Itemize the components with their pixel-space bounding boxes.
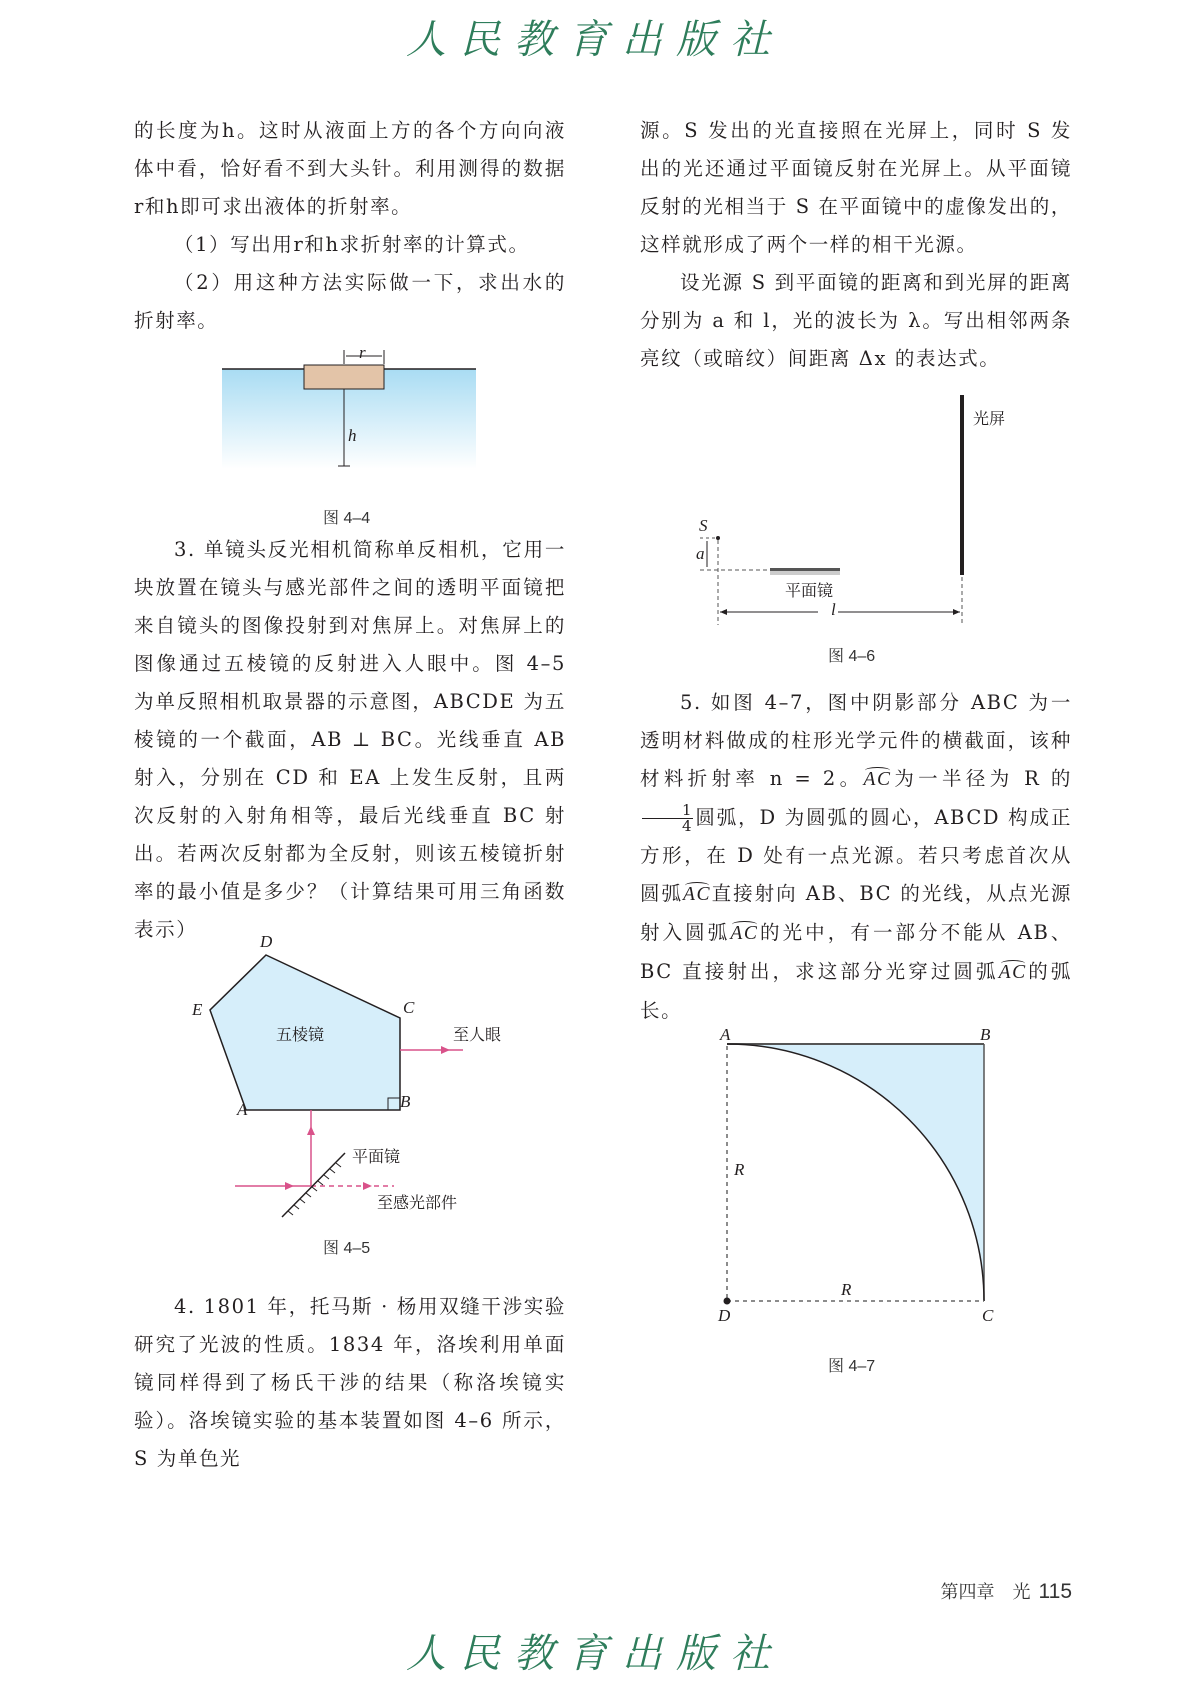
mirror-label-4-6: 平面镜	[785, 583, 834, 600]
problem-4: 4. 1801 年，托马斯 · 杨用双缝干涉实验研究了光波的性质。1834 年，洛埃利用单面镜同样得到了杨氏干涉的结果（称洛埃镜实验）。洛埃镜实验的基本装置如图 4–6 所示，S 为单色光	[134, 1295, 566, 1470]
publisher-logo-bottom: 人民教育出版社	[406, 1631, 784, 1677]
vertex-b-4-7: B	[980, 1025, 991, 1044]
vertex-c: C	[403, 998, 415, 1017]
to-sensor-label: 至感光部件	[377, 1195, 458, 1212]
problem-5-line1: 5. 如图 4–7，图中阴影部分 ABC 为一透明材料做成的柱形光学元件的横截面，该种材料折射率 n = 2。	[640, 691, 1072, 790]
page-footer	[941, 1578, 1072, 1604]
paragraph-intro: 的长度为h。这时从液面上方的各个方向向液体中看，恰好看不到大头针。利用测得的数据r和h即可求出液体的折射率。	[134, 119, 566, 218]
chapter-title: 第四章 光	[940, 1582, 1031, 1602]
vertex-a-4-7: A	[720, 1025, 731, 1044]
vertex-d-4-7: D	[718, 1306, 731, 1325]
distance-l-label: l	[831, 600, 836, 619]
problem-5-block	[640, 684, 1072, 1030]
problem-5-line2b: 圆弧，D 为圆弧的圆心，ABCD 构成正方形，在 D 处有一点光源。若只考虑首次从圆弧	[640, 806, 1072, 905]
radius-label-vertical: R	[734, 1160, 745, 1179]
arc-ac: AC	[730, 923, 759, 944]
radius-label-horizontal: R	[841, 1280, 852, 1299]
problem-5-line2a: 为一半径为 R 的	[891, 767, 1072, 790]
problem-3: 3. 单镜头反光相机简称单反相机，它用一块放置在镜头与感光部件之间的透明平面镜把来自镜头的图像投射到对焦屏上。对焦屏上的图像通过五棱镜的反射进入人眼中。图 4–5 为单反照相机取景器的示意图，ABCDE 为五棱镜的一个截面，AB ⊥ BC。光线垂直 AB 射入，分别在 CD 和 EA 上发生反射，且两次反射的入射角相等，最后光线垂直 BC 射出。若两次反射都为全反射，则该五棱镜折射率的最小值是多少？（计算结果可用三角函数表示）	[134, 538, 566, 941]
question-2: （2）用这种方法实际做一下，求出水的折射率。	[134, 271, 566, 332]
question-1: （1）写出用r和h求折射率的计算式。	[174, 233, 530, 256]
prism-label: 五棱镜	[276, 1027, 325, 1044]
arc-ac: AC	[863, 769, 892, 790]
publisher-logo-top: 人民教育出版社	[406, 17, 784, 63]
fraction-quarter: $\frac{1}{4}$	[642, 803, 693, 834]
figure-4-7	[727, 1044, 989, 1306]
caption-fig-4-6: 图 4–6	[828, 648, 876, 665]
vertex-e: E	[192, 1000, 203, 1019]
vertex-d: D	[260, 932, 273, 951]
problem-5-line3: 直接射向 AB、BC 的光线，从点光源射入圆弧	[640, 882, 1073, 944]
arc-ac: AC	[683, 884, 712, 905]
right-column	[640, 112, 1072, 378]
mirror-label: 平面镜	[352, 1149, 401, 1166]
vertex-c-4-7: C	[982, 1306, 994, 1325]
caption-fig-4-5: 图 4–5	[323, 1240, 371, 1257]
figure-4-4	[222, 350, 478, 470]
caption-fig-4-4: 图 4–4	[323, 510, 371, 527]
figure-4-5	[200, 935, 480, 1225]
distance-a-label: a	[696, 544, 705, 563]
vertex-a: A	[237, 1100, 248, 1119]
to-eye-label: 至人眼	[453, 1027, 502, 1044]
problem-5	[640, 684, 1072, 1030]
vertex-b: B	[400, 1092, 411, 1111]
source-s-label: S	[699, 516, 708, 535]
screen-label: 光屏	[973, 411, 1006, 428]
label-r: r	[359, 343, 366, 362]
left-column	[134, 112, 566, 340]
problem-4-question: 设光源 S 到平面镜的距离和到光屏的距离分别为 a 和 l，光的波长为 λ。写出相邻两条亮纹（或暗纹）间距离 Δx 的表达式。	[640, 271, 1072, 370]
arc-ac: AC	[998, 962, 1027, 983]
page-number: 115	[1038, 1580, 1072, 1603]
problem-5-line5: 的弧长。	[640, 960, 1072, 1022]
problem-4-block	[134, 1288, 566, 1478]
caption-fig-4-7: 图 4–7	[828, 1358, 876, 1375]
problem-4-continued: 源。S 发出的光直接照在光屏上，同时 S 发出的光还通过平面镜反射在光屏上。从平面镜反射的光相当于 S 在平面镜中的虚像发出的，这样就形成了两个一样的相干光源。	[640, 119, 1072, 256]
problem-5-line4: 的光中，有一部分不能从 AB、BC 直接射出，求这部分光穿过圆弧	[640, 921, 1072, 983]
label-h: h	[348, 426, 357, 445]
problem-3-block	[134, 531, 566, 949]
